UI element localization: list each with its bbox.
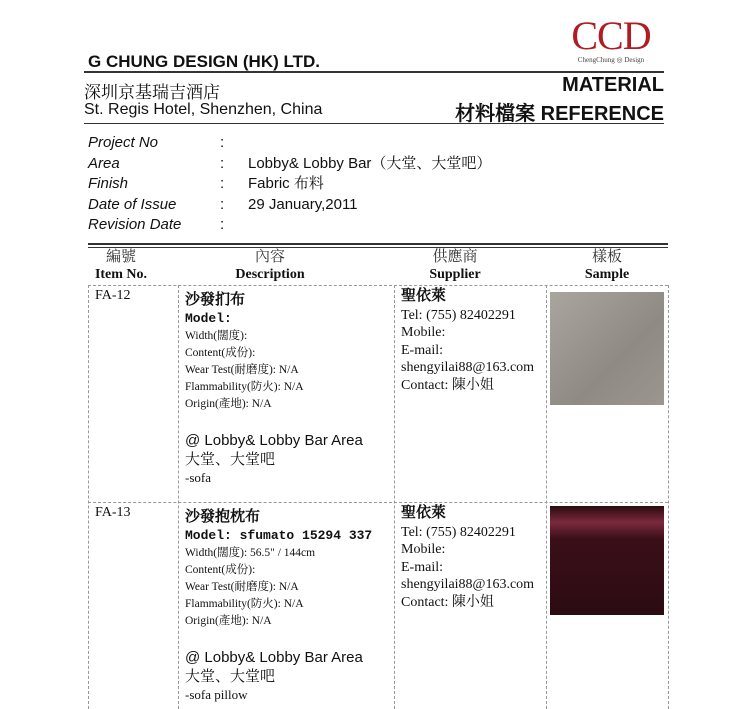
- row-divider: [88, 285, 668, 286]
- hotel-name-cn: 深圳京基瑞吉酒店: [84, 83, 220, 102]
- col-divider: [88, 285, 89, 709]
- col-divider: [178, 285, 179, 709]
- fabric-sample-image: [550, 506, 664, 615]
- col-header-description: 內容 Description: [235, 249, 305, 282]
- col-header-supplier: 供應商 Supplier: [429, 249, 481, 282]
- item-id: FA-13: [95, 505, 131, 520]
- divider: [84, 123, 664, 124]
- col-header-item: 編號 Item No.: [94, 249, 148, 282]
- col-divider: [668, 285, 669, 709]
- hotel-name: St. Regis Hotel, Shenzhen, China: [84, 101, 323, 118]
- company-name: G CHUNG DESIGN (HK) LTD.: [88, 52, 321, 71]
- col-divider: [394, 285, 395, 709]
- fabric-sample-image: [550, 292, 664, 405]
- item-supplier: 聖依萊 Tel: (755) 82402291 Mobile: E-mail: shengyilai88@163.com Contact: 陳小姐: [401, 288, 535, 393]
- divider: [84, 71, 664, 73]
- doc-title: MATERIAL: [562, 74, 664, 96]
- doc-subtitle: 材料檔案 REFERENCE: [455, 103, 664, 125]
- project-info: Project No : Area : Lobby& Lobby Bar（大堂、大堂吧） Finish : Fabric 布料 Date of Issue : 29 January,2011 Revision Date :: [88, 134, 492, 233]
- item-description: 沙發扪布 Model: Width(闊度): Content(成份): Wear Test(耐磨度): N/A Flammability(防火): N/A Origin(產地): N/A @ Lobby& Lobby Bar Area 大堂、大堂吧 -sofa: [185, 292, 363, 485]
- row-divider: [88, 502, 668, 503]
- item-description: 沙發抱枕布 Model: sfumato 15294 337 Width(闊度): 56.5" / 144cm Content(成份): Wear Test(耐磨度): N/A Flammability(防火): N/A Origin(產地): N/A @ Lobby& Lobby Bar Area 大堂、大堂吧 -sofa pillow: [185, 509, 373, 702]
- item-supplier: 聖依萊 Tel: (755) 82402291 Mobile: E-mail: shengyilai88@163.com Contact: 陳小姐: [401, 505, 535, 610]
- col-header-sample: 樣板 Sample: [584, 249, 630, 282]
- col-divider: [546, 285, 547, 709]
- table-top-rule: [88, 243, 668, 248]
- ccd-logo: CCD ChengChung ◎ Design: [571, 13, 651, 64]
- item-id: FA-12: [95, 288, 131, 303]
